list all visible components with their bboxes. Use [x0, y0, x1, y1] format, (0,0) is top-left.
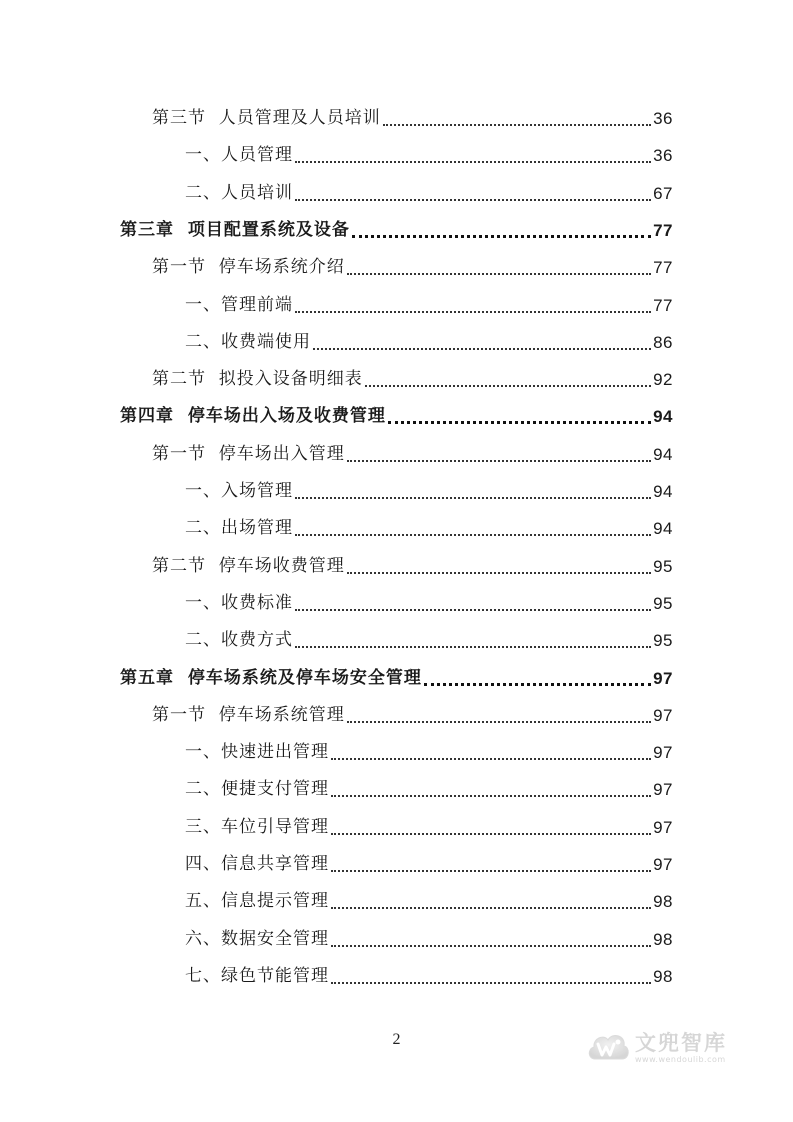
toc-dot-leader — [295, 311, 651, 313]
toc-dot-leader — [295, 609, 651, 611]
toc-dot-leader — [295, 646, 651, 648]
toc-dot-leader — [347, 721, 651, 723]
toc-entry[interactable] — [0, 734, 673, 771]
toc-entry-label: 二、人员培训 — [185, 182, 293, 203]
toc-entry[interactable] — [0, 436, 673, 473]
toc-entry-label: 第一节 停车场出入管理 — [152, 443, 345, 464]
toc-dot-leader — [295, 199, 651, 201]
toc-entry-page: 97 — [653, 817, 673, 837]
toc-entry-label: 二、出场管理 — [185, 518, 293, 539]
toc-dot-leader — [352, 235, 651, 238]
toc-dot-leader — [331, 945, 651, 947]
toc-entry-page: 77 — [653, 220, 673, 240]
toc-entry-label: 第二节 拟投入设备明细表 — [152, 369, 363, 390]
toc-entry[interactable] — [0, 473, 673, 510]
toc-entry-label: 第五章 停车场系统及停车场安全管理 — [120, 667, 422, 688]
toc-entry-label: 五、信息提示管理 — [185, 891, 329, 912]
toc-dot-leader — [295, 161, 651, 163]
toc-entry[interactable] — [0, 846, 673, 883]
toc-entry-page: 95 — [653, 593, 673, 613]
toc-entry[interactable] — [0, 361, 673, 398]
toc-entry-page: 94 — [653, 482, 673, 501]
toc-entry[interactable] — [0, 660, 673, 697]
toc-entry[interactable] — [0, 771, 673, 808]
toc-entry[interactable] — [0, 100, 673, 137]
toc-entry-label: 第一节 停车场系统介绍 — [152, 257, 345, 278]
toc-dot-leader — [424, 683, 651, 686]
toc-entry-label: 第三节 人员管理及人员培训 — [152, 108, 381, 128]
toc-dot-leader — [331, 870, 651, 872]
toc-dot-leader — [331, 833, 651, 835]
toc-entry[interactable] — [0, 809, 673, 846]
toc-entry[interactable] — [0, 510, 673, 547]
toc-entry-label: 二、收费端使用 — [185, 331, 311, 352]
cloud-w-logo-icon — [585, 1025, 631, 1071]
toc-entry-page: 77 — [653, 258, 673, 278]
toc-entry[interactable] — [0, 212, 673, 249]
toc-entry-page: 94 — [653, 444, 673, 464]
toc-entry[interactable] — [0, 175, 673, 212]
toc-entry-page: 94 — [653, 407, 673, 427]
watermark-url: www.wendoulib.com — [635, 1055, 726, 1064]
toc-entry-page: 95 — [653, 556, 673, 576]
toc-dot-leader — [388, 421, 651, 424]
toc-entry-page: 36 — [653, 109, 673, 128]
toc-entry-page: 36 — [653, 146, 673, 166]
toc-dot-leader — [295, 497, 651, 499]
toc-entry[interactable] — [0, 697, 673, 734]
toc-dot-leader — [313, 348, 651, 350]
toc-entry-page: 98 — [653, 929, 673, 949]
toc-entry-page: 98 — [653, 892, 673, 912]
toc-entry[interactable] — [0, 585, 673, 622]
toc-entry-page: 97 — [653, 780, 673, 800]
toc-dot-leader — [331, 982, 651, 984]
toc-entry[interactable] — [0, 398, 673, 435]
toc-dot-leader — [383, 124, 651, 126]
toc-entry-page: 86 — [653, 332, 673, 352]
toc-entry-page: 97 — [653, 855, 673, 874]
toc-entry-label: 一、入场管理 — [185, 481, 293, 501]
toc-entry-page: 92 — [653, 370, 673, 390]
toc-entry-label: 七、绿色节能管理 — [185, 965, 329, 986]
toc-entry[interactable] — [0, 137, 673, 174]
toc-entry-label: 第一节 停车场系统管理 — [152, 704, 345, 725]
toc-entry-page: 77 — [653, 295, 673, 315]
toc-entry-label: 一、快速进出管理 — [185, 742, 329, 763]
toc-entry-page: 95 — [653, 631, 673, 651]
toc-entry-page: 97 — [653, 705, 673, 725]
toc-entry-label: 一、人员管理 — [185, 145, 293, 166]
toc-entry[interactable] — [0, 287, 673, 324]
toc-entry-page: 67 — [653, 183, 673, 203]
toc-entry-label: 二、收费方式 — [185, 630, 293, 651]
toc-entry-page: 94 — [653, 519, 673, 539]
toc-entry-label: 四、信息共享管理 — [185, 854, 329, 874]
toc-entry-page: 97 — [653, 743, 673, 763]
toc-entry-page: 98 — [653, 966, 673, 986]
toc-entry-label: 一、收费标准 — [185, 592, 293, 613]
toc-entry[interactable] — [0, 958, 673, 995]
toc-dot-leader — [347, 460, 651, 462]
toc-dot-leader — [295, 534, 651, 536]
toc-entry[interactable] — [0, 883, 673, 920]
toc-entry-label: 一、管理前端 — [185, 294, 293, 315]
watermark-name: 文兜智库 — [635, 1031, 727, 1055]
toc-entry-page: 97 — [653, 668, 673, 688]
toc-entry-label: 三、车位引导管理 — [185, 816, 329, 837]
toc-entry-label: 第三章 项目配置系统及设备 — [120, 219, 350, 240]
toc-dot-leader — [331, 758, 651, 760]
toc-entry[interactable] — [0, 921, 673, 958]
toc-entry[interactable] — [0, 324, 673, 361]
toc-entry[interactable] — [0, 249, 673, 286]
toc-entry[interactable] — [0, 548, 673, 585]
toc-dot-leader — [331, 795, 651, 797]
toc-entry-label: 第二节 停车场收费管理 — [152, 555, 345, 576]
toc-entry-label: 二、便捷支付管理 — [185, 779, 329, 800]
toc-dot-leader — [347, 572, 651, 574]
toc-dot-leader — [365, 385, 651, 387]
toc-dot-leader — [331, 907, 651, 909]
toc-entry-label: 六、数据安全管理 — [185, 928, 329, 949]
watermark — [585, 1022, 765, 1074]
toc-dot-leader — [347, 273, 651, 275]
watermark-text — [635, 1031, 727, 1065]
page-number: 2 — [392, 1031, 401, 1048]
toc-entry-label: 第四章 停车场出入场及收费管理 — [120, 406, 386, 427]
toc-entry[interactable] — [0, 622, 673, 659]
